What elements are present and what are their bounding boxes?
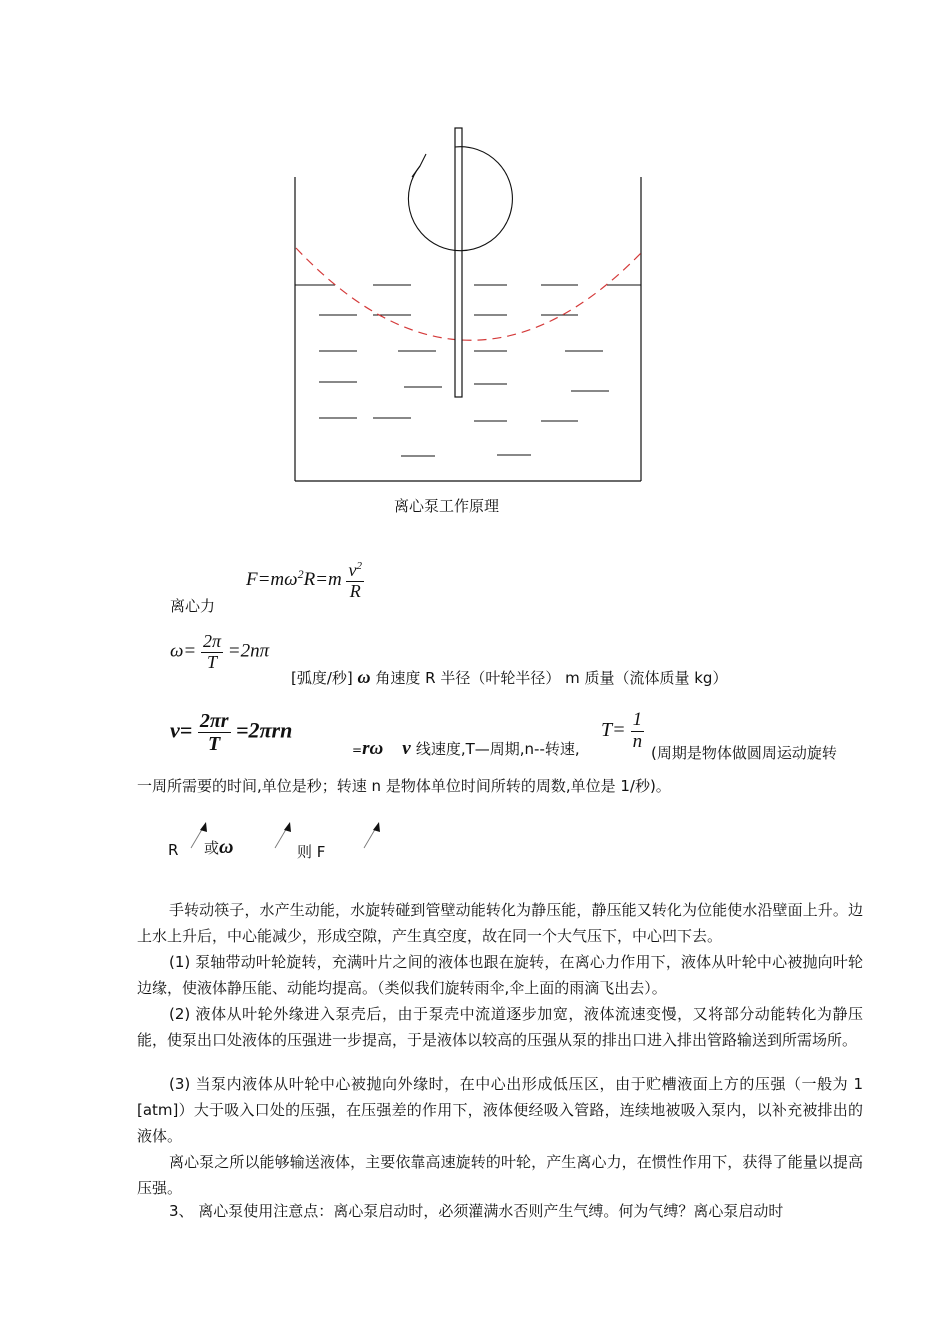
formula-linear-velocity: v= $\frac{2\pi r}{T}$ =2πrn	[170, 710, 293, 755]
formula-centrifugal-force: $F=m\omega^2R=m$ $\frac{v^2}{R}$	[246, 560, 362, 601]
period-description: (周期是物体做圆周运动旋转	[651, 744, 837, 762]
formula-period: T= $\frac{1}{n}$	[601, 709, 643, 752]
diagram-caption: 离心泵工作原理	[394, 497, 500, 515]
angular-velocity-description: [弧度/秒] ω 角速度 R 半径（叶轮半径） m 质量（流体质量 kg）	[291, 667, 728, 687]
relation-r: R	[168, 841, 179, 859]
centrifugal-force-label: 离心力	[170, 597, 216, 615]
paragraph-intro: 手转动筷子，水产生动能，水旋转碰到管壁动能转化为静压能，静压能又转化为位能使水沿壁面上升。边上水上升后，中心能减少，形成空隙，产生真空度，故在同一个大气压下，中心凹下去。	[137, 901, 863, 945]
paragraph-summary: 离心泵之所以能够输送液体，主要依靠高速旋转的叶轮，产生离心力，在惯性作用下，获得了能量以提高压强。	[137, 1153, 863, 1197]
period-description-cont: 一周所需要的时间,单位是秒；转速 n 是物体单位时间所转的周数,单位是 1/秒)。	[137, 777, 671, 795]
paragraph-step-1: (1) 泵轴带动叶轮旋转，充满叶片之间的液体也跟在旋转，在离心力作用下，液体从叶轮中心被抛向叶轮边缘，使液体静压能、动能均提高。（类似我们旋转雨伞,伞上面的雨滴飞出去）。	[137, 953, 863, 997]
relation-then-f: 则 F	[297, 843, 326, 861]
relation-or: 或ω	[204, 836, 234, 858]
paragraph-step-2: (2) 液体从叶轮外缘进入泵壳后，由于泵壳中流道逐步加宽，液体流速变慢，又将部分动能转化为静压能，使泵出口处液体的压强进一步提高，于是液体以较高的压强从泵的排出口进入排出管路输送到所需场所。	[137, 1005, 863, 1049]
formula-angular-velocity: ω= $\frac{2\pi}{T}$ =2nπ	[170, 631, 270, 672]
paragraph-notes: 3、 离心泵使用注意点：离心泵启动时，必须灌满水否则产生气缚。何为气缚？离心泵启动时	[169, 1202, 784, 1220]
linear-velocity-description: =rω v 线速度,T—周期,n--转速,	[352, 738, 580, 759]
paragraph-step-3: (3) 当泵内液体从叶轮中心被抛向外缘时，在中心出形成低压区，由于贮槽液面上方的压强（一般为 1 [atm]）大于吸入口处的压强，在压强差的作用下，液体便经吸入管路，连续地被吸入泵内，以补充被排出的液体。	[137, 1075, 863, 1145]
